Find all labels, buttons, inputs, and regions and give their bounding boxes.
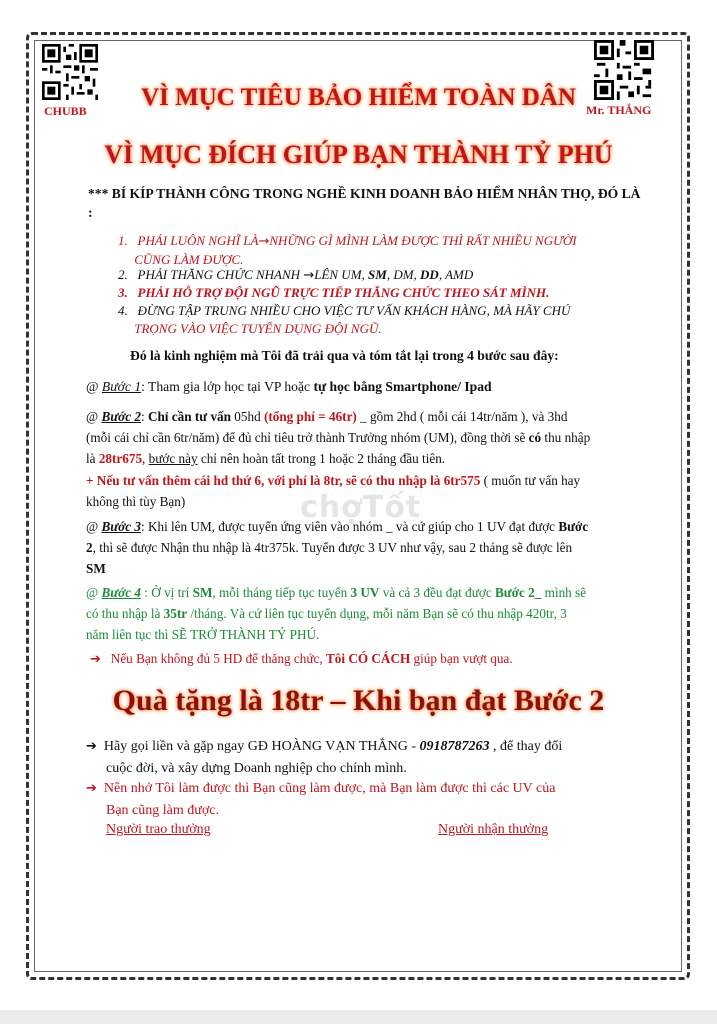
page-bottom-strip <box>0 1010 717 1024</box>
contact-text: ➔ Hãy gọi liền và gặp ngay GĐ HOÀNG VẠN THẮNG - 0918787263 , để thay đổi cuộc đời, và xây dựng Doanh nghiệp cho chính mình. <box>86 739 563 776</box>
list-item-3: 3. PHẢI HỖ TRỢ ĐỘI NGŨ TRỰC TIẾP THĂNG CHỨC THEO SÁT MÌNH. <box>118 285 550 300</box>
qr-right-label: Mr. THẮNG <box>586 103 652 117</box>
main-title: VÌ MỤC TIÊU BẢO HIỂM TOÀN DÂN <box>141 84 576 111</box>
arrow-right-icon: ➔ <box>86 739 97 754</box>
gift-title: Quà tặng là 18tr – Khi bạn đạt Bước 2 <box>112 684 605 717</box>
watermark: chợTốt <box>300 490 422 525</box>
list-number: 1. <box>118 233 128 248</box>
list-item-2: 2. PHẢI THĂNG CHỨC NHANH →LÊN UM, SM, DM, DD, AMD <box>118 267 474 283</box>
list-item-1: 1. PHẢI LUÔN NGHĨ LÀ→NHỮNG GÌ MÌNH LÀM ĐƯỢC THÌ RẤT NHIỀU NGƯỜI CŨNG LÀM ĐƯỢC. <box>118 233 577 267</box>
sub-title: VÌ MỤC ĐÍCH GIÚP BẠN THÀNH TỶ PHÚ <box>104 140 613 169</box>
intro-text: *** BÍ KÍP THÀNH CÔNG TRONG NGHỀ KINH DOANH BẢO HIỂM NHÂN THỌ, ĐÓ LÀ : <box>88 186 641 220</box>
step-2: @ Bước 2: Chỉ cần tư vấn 05hd (tổng phí = 46tr) _ gồm 2hd ( mỗi cái 14tr/năm ), và 3hd (mỗi cái chỉ cần 6tr/năm) để đủ chỉ tiêu trở thành Trưởng nhóm (UM), đồng thời sẽ có thu nhập là 28tr675, bước này chỉ nên hoàn tất trong 1 hoặc 2 tháng đầu tiên. <box>86 409 591 466</box>
receiver-label: Người nhận thưởng <box>438 822 549 837</box>
summary-text: Đó là kinh nghiệm mà Tôi đã trải qua và tóm tắt lại trong 4 bước sau đây: <box>130 348 559 363</box>
arrow-right-icon: → <box>258 234 270 249</box>
remind-text: ➔ Nên nhớ Tôi làm được thì Bạn cũng làm được, mà Bạn làm được thì các UV của Bạn cũng làm được. <box>86 781 556 818</box>
step-4: @ Bước 4 : Ở vị trí SM, mỗi tháng tiếp tục tuyển 3 UV và cả 3 đều đạt được Bước 2_ mình sẽ có thu nhập là 35tr /tháng. Và cứ liên tục tuyển dụng, mỗi năm Bạn sẽ có thu nhập 420tr, 3 năm liên tục thì SẼ TRỞ THÀNH TỶ PHÚ. <box>86 585 587 642</box>
bonus-text: + Nếu tư vấn thêm cái hd thứ 6, với phí là 8tr, sẽ có thu nhập là 6tr575 ( muốn tư vấn hay không thì tùy Bạn) <box>86 473 581 509</box>
giver-label: Người trao thưởng <box>106 822 211 837</box>
step-3: @ Bước 3: Khi lên UM, được tuyển ứng viên vào nhóm _ và cứ giúp cho 1 UV đạt được Bước 2, thì sẽ được Nhận thu nhập là 4tr375k. Tuyển được 3 UV như vậy, sau 2 tháng sẽ được lên SM <box>86 519 589 576</box>
step-1: @ Bước 1: Tham gia lớp học tại VP hoặc tự học bằng Smartphone/ Ipad <box>86 379 492 394</box>
arrow-right-icon: → <box>303 268 315 283</box>
arrow-right-icon: ➔ <box>90 652 101 667</box>
note-text: ➔ Nếu Bạn không đủ 5 HD để thăng chức, Tôi CÓ CÁCH giúp bạn vượt qua. <box>90 651 513 667</box>
list-item-4: 4. ĐỪNG TẬP TRUNG NHIỀU CHO VIỆC TƯ VẤN KHÁCH HÀNG, MÀ HÃY CHÚ TRỌNG VÀO VIỆC TUYỂN DỤNG ĐỘI NGŨ. <box>118 303 571 336</box>
arrow-right-icon: ➔ <box>86 781 97 796</box>
qr-left-label: CHUBB <box>44 104 87 118</box>
